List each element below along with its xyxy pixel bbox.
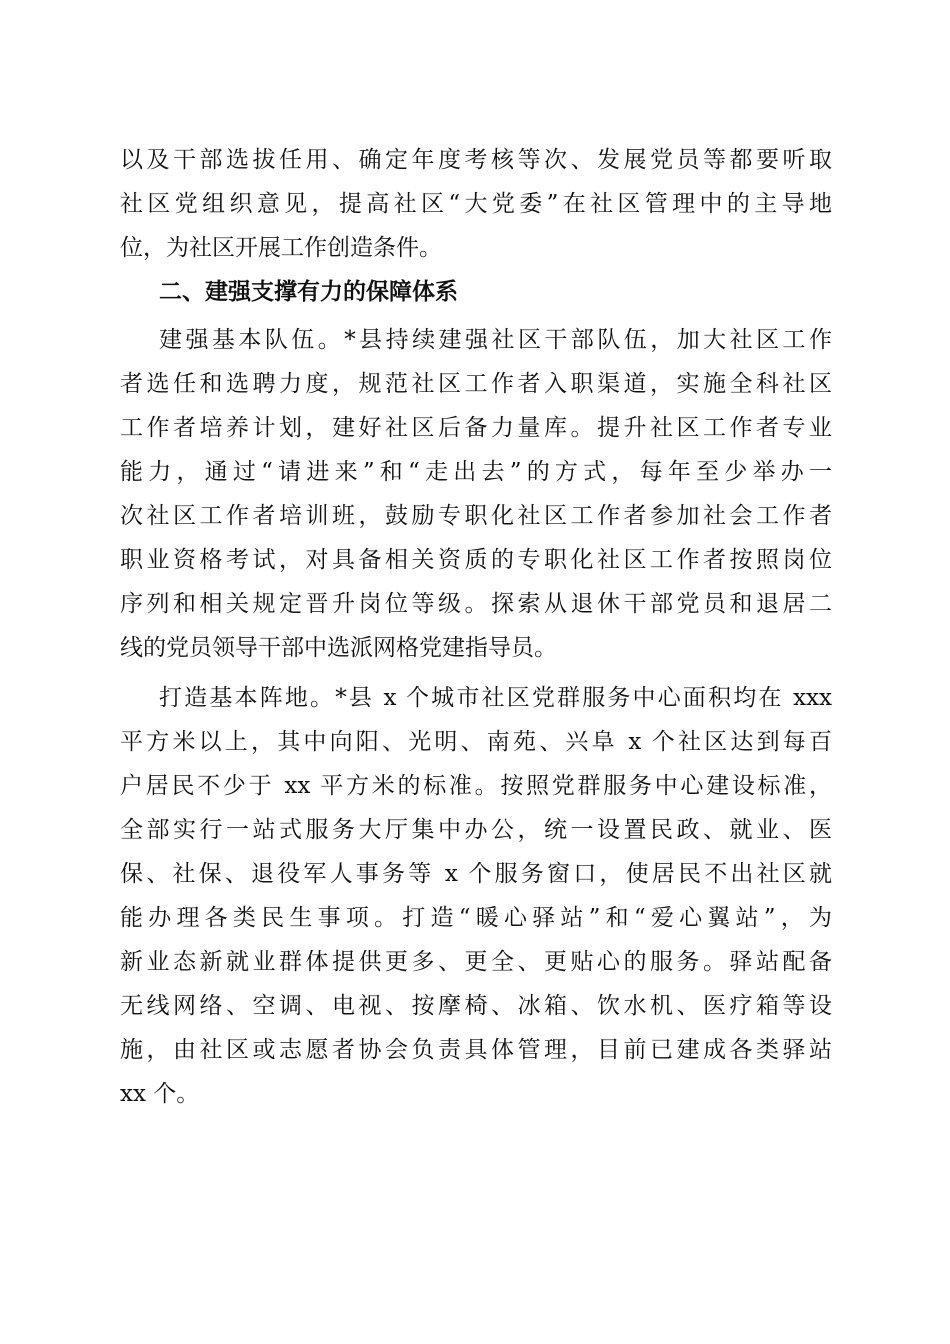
paragraph2-line-9: 施，由社区或志愿者协会负责具体管理，目前已建成各类驿站 [120,1037,832,1063]
paragraph2-line-7: 新业态新就业群体提供更多、更全、更贴心的服务。驿站配备 [120,949,832,975]
intro-line-3: 位，为社区开展工作创造条件。 [120,235,442,261]
paragraph2-line-1: 打造基本阵地。*县 x 个城市社区党群服务中心面积均在 xxx [159,685,832,711]
paragraph2-line-3: 户居民不少于 xx 平方米的标准。按照党群服务中心建设标准， [120,773,832,799]
paragraph1-line-6: 职业资格考试，对具备相关资质的专职化社区工作者按照岗位 [120,547,832,573]
paragraph1-line-5: 次社区工作者培训班，鼓励专职化社区工作者参加社会工作者 [120,503,832,529]
paragraph1-line-7: 序列和相关规定晋升岗位等级。探索从退休干部党员和退居二 [120,591,832,617]
paragraph2-line-6: 能办理各类民生事项。打造“暖心驿站”和“爱心翼站”，为 [120,905,832,931]
paragraph1-line-8: 线的党员领导干部中选派网格党建指导员。 [120,635,557,661]
intro-line-1: 以及干部选拔任用、确定年度考核等次、发展党员等都要听取 [120,147,832,173]
paragraph2-line-5: 保、社保、退役军人事务等 x 个服务窗口，使居民不出社区就 [120,861,832,887]
paragraph2-line-4: 全部实行一站式服务大厅集中办公，统一设置民政、就业、医 [120,817,832,843]
section-heading: 二、建强支撑有力的保障体系 [159,279,458,305]
paragraph2-line-10: xx 个。 [120,1081,200,1107]
paragraph1-line-3: 工作者培养计划，建好社区后备力量库。提升社区工作者专业 [120,415,832,441]
paragraph1-line-2: 者选任和选聘力度，规范社区工作者入职渠道，实施全科社区 [120,371,832,397]
paragraph1-line-1: 建强基本队伍。*县持续建强社区干部队伍，加大社区工作 [159,327,832,353]
paragraph2-line-2: 平方米以上，其中向阳、光明、南苑、兴阜 x 个社区达到每百 [120,729,832,755]
paragraph1-line-4: 能力，通过“请进来”和“走出去”的方式，每年至少举办一 [120,459,832,485]
paragraph2-line-8: 无线网络、空调、电视、按摩椅、冰箱、饮水机、医疗箱等设 [120,993,832,1019]
intro-line-2: 社区党组织意见，提高社区“大党委”在社区管理中的主导地 [120,191,832,217]
